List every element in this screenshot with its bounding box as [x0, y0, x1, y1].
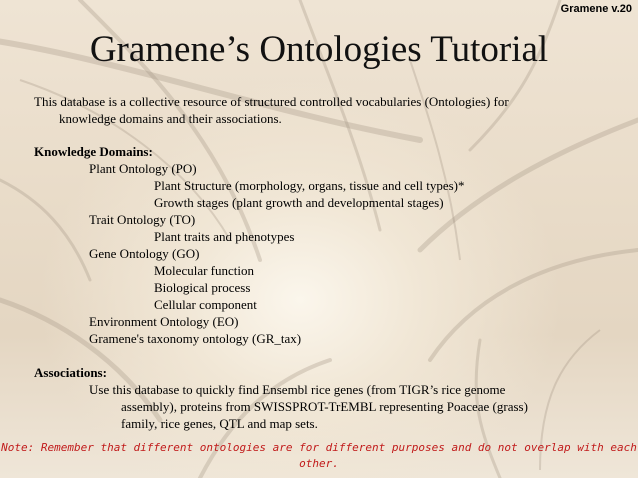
knowledge-domains-heading: Knowledge Domains:	[34, 144, 153, 159]
intro-line-2: knowledge domains and their associations.	[59, 111, 282, 126]
note-line-1: Note: Remember that different ontologies are for different purposes and do not overlap with each	[1, 441, 637, 454]
domain-plant-ontology: Plant Ontology (PO)	[89, 161, 197, 176]
associations-line-2: assembly), proteins from SWISSPROT-TrEMBL representing Poaceae (grass)	[121, 399, 528, 414]
note-line-2: other.	[299, 457, 339, 470]
domain-gramene-taxonomy: Gramene's taxonomy ontology (GR_tax)	[89, 331, 302, 346]
domain-gene-ontology: Gene Ontology (GO)	[89, 246, 200, 261]
go-item-molecular-function: Molecular function	[154, 263, 254, 278]
po-item-growth-stages: Growth stages (plant growth and developmental stages)	[154, 195, 444, 210]
associations-line-1: Use this database to quickly find Ensembl rice genes (from TIGR’s rice genome	[89, 382, 506, 397]
footer-note	[0, 440, 638, 472]
version-label: Gramene v.20	[560, 3, 632, 15]
go-item-cellular-component: Cellular component	[154, 297, 257, 312]
po-item-plant-structure: Plant Structure (morphology, organs, tissue and cell types)*	[154, 178, 465, 193]
intro-line-1: This database is a collective resource of structured controlled vocabularies (Ontologies) for	[34, 94, 509, 109]
go-item-biological-process: Biological process	[154, 280, 251, 295]
to-item-plant-traits: Plant traits and phenotypes	[154, 229, 295, 244]
associations-line-3: family, rice genes, QTL and map sets.	[121, 416, 318, 431]
slide-title: Gramene’s Ontologies Tutorial	[89, 29, 549, 70]
associations-text	[34, 381, 624, 432]
associations-heading: Associations:	[34, 365, 107, 380]
domain-environment-ontology: Environment Ontology (EO)	[89, 314, 239, 329]
domain-trait-ontology: Trait Ontology (TO)	[89, 212, 196, 227]
slide-content	[34, 93, 624, 432]
